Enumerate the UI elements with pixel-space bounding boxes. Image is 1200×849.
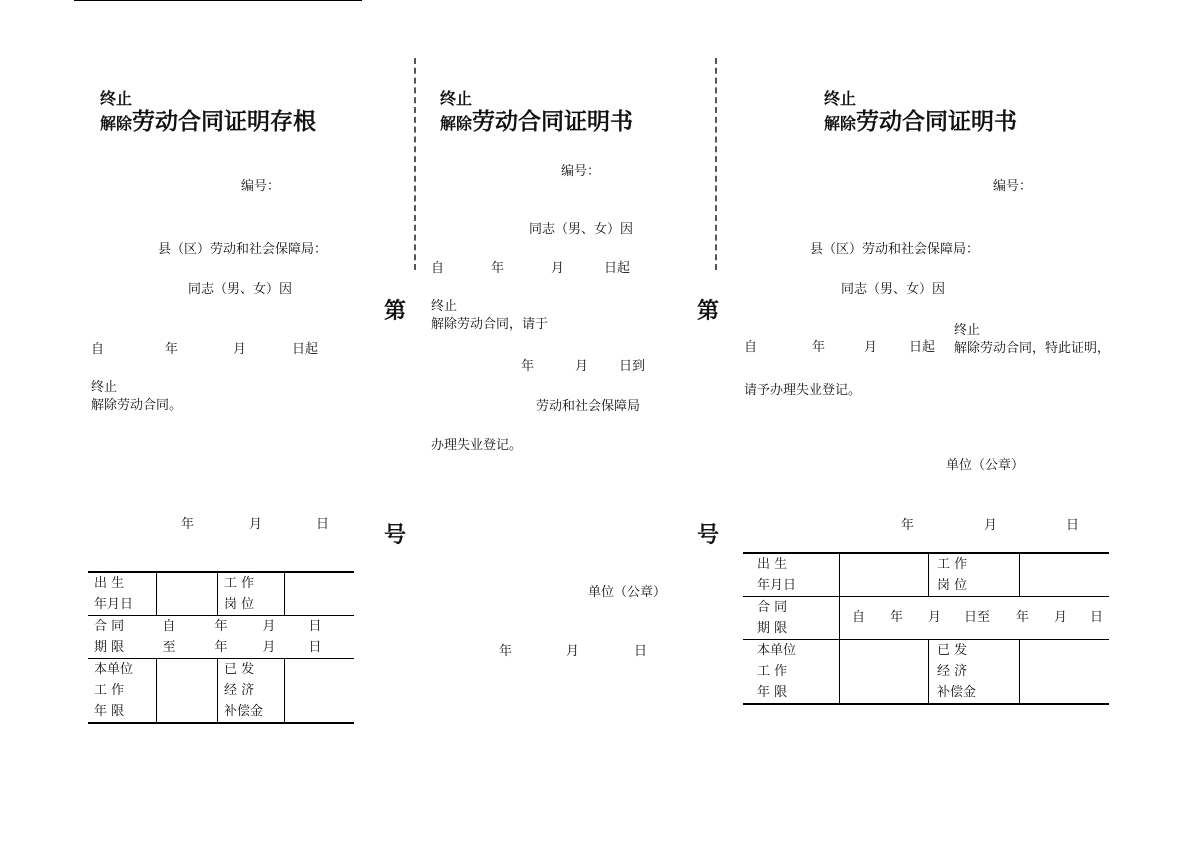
stub-title-pre: 解除 [100, 114, 133, 133]
right-period-zi: 自 [851, 610, 865, 625]
right-period-value[interactable] [839, 597, 1109, 640]
stub-period-from-nian: 年 [214, 619, 228, 634]
stub-birth-value[interactable] [157, 572, 218, 616]
stub-post-label [218, 572, 285, 616]
middle-from-riqi: 日起 [604, 261, 631, 276]
right-years-label [743, 640, 839, 705]
stub-years-label-3: 年 限 [94, 704, 125, 719]
right-number-label: 编号： [993, 179, 1033, 194]
right-end-top: 终止 [954, 323, 981, 338]
stub-period-to [163, 637, 349, 658]
right-title [824, 109, 1017, 135]
right-years-label-3: 年 限 [757, 685, 788, 700]
right-period-label-2: 期 限 [757, 621, 788, 636]
right-from-riqi: 日起 [909, 340, 936, 355]
middle-from-yue: 月 [551, 261, 565, 276]
right-period-yue2: 月 [1053, 610, 1067, 625]
middle-unit-seal: 单位（公章） [588, 585, 667, 600]
middle-title-main: 劳动合同证明书 [472, 108, 634, 135]
middle-from-nian: 年 [491, 261, 505, 276]
stub-period-from-ri: 日 [308, 619, 322, 634]
stub-from-riqi: 日起 [292, 342, 319, 357]
seal-mark-di-left: 第 [384, 298, 407, 324]
stub-period-to-ri: 日 [308, 640, 322, 655]
right-birth-label-2: 年月日 [757, 578, 797, 593]
middle-until-nian: 年 [521, 359, 535, 374]
right-comp-label-3: 补偿金 [936, 685, 976, 700]
table-row [743, 553, 1109, 597]
right-birth-label-1: 出 生 [757, 557, 788, 572]
stub-years-value[interactable] [157, 659, 218, 724]
right-from-nian: 年 [812, 340, 826, 355]
stub-title-top: 终止 [100, 89, 133, 108]
right-bureau: 县（区）劳动和社会保障局： [810, 242, 980, 257]
middle-title-top: 终止 [440, 89, 473, 108]
stub-comrade: 同志（男、女）因 [188, 282, 293, 297]
right-period-label [743, 597, 839, 640]
stub-comp-value[interactable] [285, 659, 355, 724]
stub-period-label [88, 616, 157, 659]
table-row [743, 640, 1109, 705]
stub-date-yue: 月 [249, 517, 263, 532]
right-period-nian2: 年 [1015, 610, 1029, 625]
middle-comrade: 同志（男、女）因 [529, 222, 634, 237]
right-years-label-1: 本单位 [757, 643, 797, 658]
stub-comp-label [218, 659, 285, 724]
seal-mark-di-right: 第 [697, 298, 720, 324]
right-end-bottom: 解除劳动合同，特此证明， [954, 341, 1111, 356]
stub-birth-label [88, 572, 157, 616]
stub-period-from-zi: 自 [162, 619, 176, 634]
right-period-rizhi: 日至 [963, 610, 990, 625]
right-from-zi: 自 [744, 340, 758, 355]
middle-from-zi: 自 [431, 261, 445, 276]
stub-bureau: 县（区）劳动和社会保障局： [158, 242, 328, 257]
middle-end-top: 终止 [431, 299, 458, 314]
table-row [88, 659, 354, 724]
stub-comp-label-3: 补偿金 [224, 704, 264, 719]
stub-period-value[interactable] [157, 616, 355, 659]
right-post-label [928, 553, 1019, 597]
right-post-label-1: 工 作 [936, 557, 968, 572]
cut-line-left [414, 58, 416, 270]
stub-post-value[interactable] [285, 572, 355, 616]
stub-years-label-2: 工 作 [94, 683, 125, 698]
stub-comp-label-1: 已 发 [224, 662, 255, 677]
right-comp-label-1: 已 发 [936, 643, 968, 658]
cut-line-right [715, 58, 717, 270]
stub-period-label-2: 期 限 [94, 640, 125, 655]
right-title-pre: 解除 [824, 114, 857, 133]
right-date-ri: 日 [1066, 518, 1080, 533]
right-title-main: 劳动合同证明书 [856, 108, 1018, 135]
right-comp-value[interactable] [1019, 640, 1109, 705]
right-post-label-2: 岗 位 [936, 578, 968, 593]
right-period-ri2: 日 [1089, 610, 1103, 625]
middle-end-bottom: 解除劳动合同，请于 [431, 317, 549, 332]
stub-end-bottom: 解除劳动合同。 [91, 398, 183, 413]
middle-until-yue: 月 [575, 359, 589, 374]
right-register: 请予办理失业登记。 [744, 383, 862, 398]
right-from-yue: 月 [864, 340, 878, 355]
stub-period-to-yue: 月 [262, 640, 276, 655]
stub-title-main: 劳动合同证明存根 [132, 108, 317, 135]
stub-period-from-yue: 月 [262, 619, 276, 634]
right-period-nian1: 年 [889, 610, 903, 625]
middle-register: 办理失业登记。 [431, 438, 523, 453]
right-comp-label [928, 640, 1019, 705]
right-title-top: 终止 [824, 89, 857, 108]
right-years-label-2: 工 作 [757, 664, 788, 679]
stub-period-label-1: 合 同 [94, 619, 125, 634]
right-info-table [743, 552, 1109, 705]
middle-title-pre: 解除 [440, 114, 473, 133]
stub-from-zi: 自 [91, 342, 105, 357]
stub-period-to-nian: 年 [214, 640, 228, 655]
middle-date-ri: 日 [634, 644, 648, 659]
right-birth-label [743, 553, 839, 597]
stub-birth-label-1: 出 生 [94, 576, 125, 591]
stub-info-table [88, 571, 354, 724]
right-period-yue1: 月 [927, 610, 941, 625]
right-post-value[interactable] [1019, 553, 1109, 597]
stub-birth-label-2: 年月日 [94, 597, 134, 612]
stub-period-from [163, 616, 349, 637]
middle-title [440, 109, 633, 135]
stub-number-label: 编号： [241, 179, 281, 194]
stub-date-ri: 日 [316, 517, 330, 532]
stub-end-top: 终止 [91, 380, 118, 395]
middle-bureau: 劳动和社会保障局 [536, 399, 641, 414]
right-date-nian: 年 [901, 518, 915, 533]
right-years-value[interactable] [839, 640, 928, 705]
top-rule [74, 0, 362, 1]
stub-post-label-2: 岗 位 [224, 597, 255, 612]
right-unit-seal: 单位（公章） [946, 458, 1025, 473]
seal-mark-hao-right: 号 [697, 522, 720, 548]
stub-from-yue: 月 [233, 342, 247, 357]
right-date-yue: 月 [984, 518, 998, 533]
stub-post-label-1: 工 作 [224, 576, 255, 591]
right-birth-value[interactable] [839, 553, 928, 597]
middle-until-ri: 日到 [619, 359, 646, 374]
stub-date-nian: 年 [181, 517, 195, 532]
stub-from-nian: 年 [165, 342, 179, 357]
right-comrade: 同志（男、女）因 [841, 282, 946, 297]
stub-years-label [88, 659, 157, 724]
stub-title [100, 109, 316, 135]
stub-period-to-zhi: 至 [162, 640, 176, 655]
table-row [88, 616, 354, 659]
stub-years-label-1: 本单位 [94, 662, 134, 677]
table-row [88, 572, 354, 616]
middle-date-yue: 月 [566, 644, 580, 659]
table-row [743, 597, 1109, 640]
stub-comp-label-2: 经 济 [224, 683, 255, 698]
middle-date-nian: 年 [499, 644, 513, 659]
right-period-label-1: 合 同 [757, 600, 788, 615]
seal-mark-hao-left: 号 [384, 522, 407, 548]
right-comp-label-2: 经 济 [936, 664, 968, 679]
middle-number-label: 编号： [561, 164, 601, 179]
